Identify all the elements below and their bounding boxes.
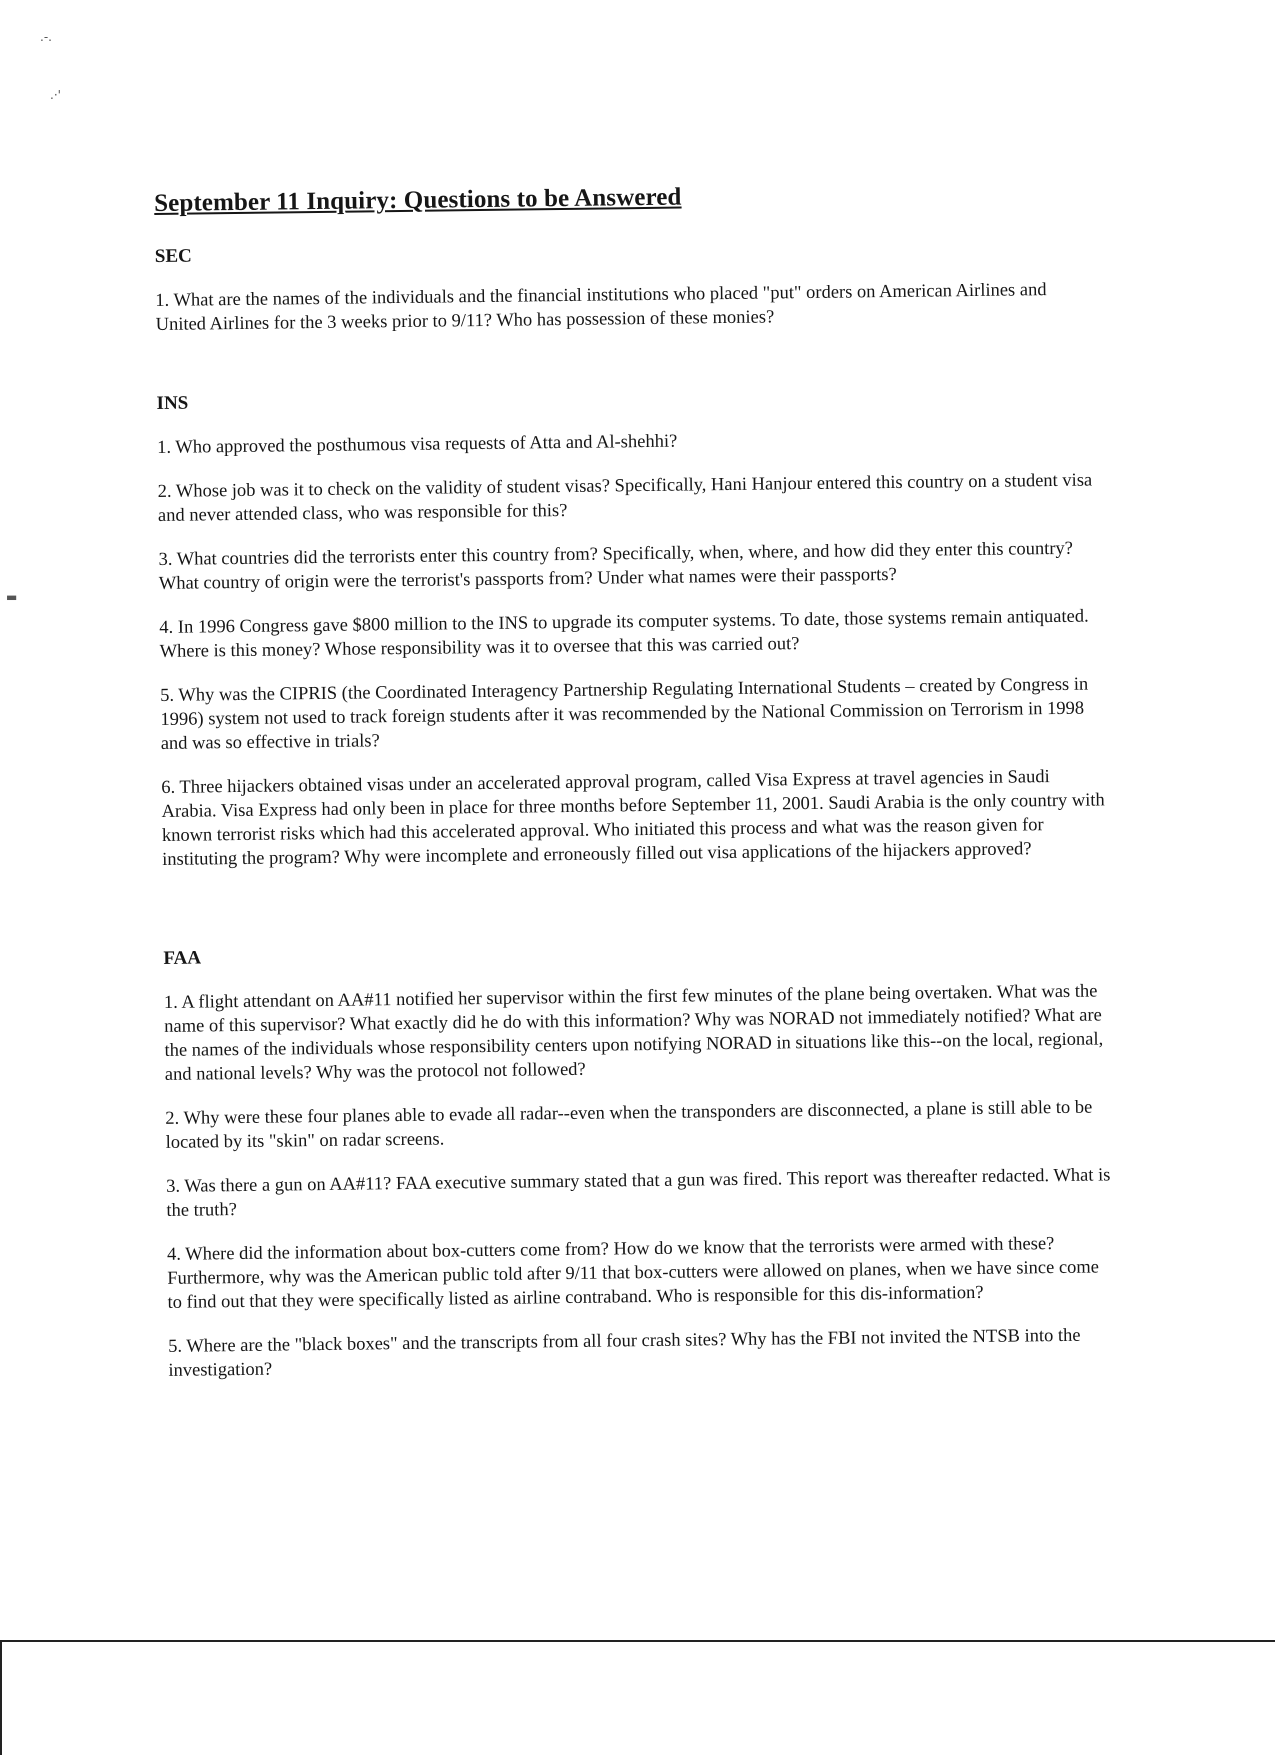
section-heading-faa: FAA [163, 947, 202, 969]
ins-question-2: 2. Whose job was it to check on the validity of student visas? Specifically, Hani Hanjour entered this country on a student visa and never attended class, who was responsible for this? [157, 470, 1093, 526]
faa-question-5: 5. Where are the "black boxes" and the transcripts from all four crash sites? Why has the FBI not invited the NTSB into the investigation? [168, 1325, 1081, 1381]
ins-question-4: 4. In 1996 Congress gave $800 million to the INS to upgrade its computer systems. To date, those systems remain antiquated. Where is this money? Whose responsibility was it to oversee that this was carried out? [159, 606, 1089, 662]
ins-question-1: 1. Who approved the posthumous visa requests of Atta and Al-shehhi? [157, 431, 678, 458]
section-heading-ins: INS [156, 392, 189, 414]
scan-border-line [0, 1640, 1275, 1642]
faa-question-4: 4. Where did the information about box-cutters come from? How do we know that the terrorists were armed with these? Furthermore, why was the American public told after 9/11 that box-cutters were allowed on planes, when we have since come to find out that they were specifically listed as airline contraband. Who is responsible for this dis-information? [166, 1234, 1100, 1313]
scan-speck: ▬ [6, 590, 18, 604]
faa-question-3: 3. Was there a gun on AA#11? FAA executive summary stated that a gun was fired. This report was thereafter redacted. What is the truth? [166, 1165, 1111, 1221]
section-faa [163, 936, 1113, 1383]
section-heading-sec: SEC [154, 245, 192, 267]
document-body [154, 178, 1114, 1402]
scan-speck: .-. [40, 30, 52, 44]
faa-question-2: 2. Why were these four planes able to evade all radar--even when the transponders are disconnected, a plane is still able to be located by its "skin" on radar screens. [165, 1097, 1093, 1153]
scan-border-edge [0, 1640, 2, 1755]
ins-question-6: 6. Three hijackers obtained visas under an accelerated approval program, called Visa Express at travel agencies in Saudi Arabia. Visa Express had only been in place for three months before September 11, 2001. Saudi Arabia is the only country with known terrorist risks which had this accelerated approval. Who initiated this process and what was the reason given for instituting the program? Why were incomplete and erroneously filled out visa applications of the hijackers approved? [161, 767, 1105, 870]
sec-question-1: 1. What are the names of the individuals and the financial institutions who placed "put" orders on American Airlines and United Airlines for the 3 weeks prior to 9/11? Who has possession of these monies? [155, 280, 1047, 335]
scan-speck: .·' [50, 88, 61, 102]
faa-question-1: 1. A flight attendant on AA#11 notified her supervisor within the first few minutes of the plane being overtaken. What was the name of this supervisor? What exactly did he do with this information? Why was NORAD not immediately notified? What are the names of the individuals whose responsibility centers upon notifying NORAD in situations like this--on the local, regional, and national levels? Why was the protocol not followed? [163, 981, 1104, 1085]
ins-question-3: 3. What countries did the terrorists enter this country from? Specifically, when, where, and how did they enter this country? What country of origin were the terrorist's passports from? Under what names were their passports? [158, 538, 1074, 594]
document-title: September 11 Inquiry: Questions to be Answered [154, 183, 682, 217]
ins-question-5: 5. Why was the CIPRIS (the Coordinated Interagency Partnership Regulating International Students – created by Congress in 1996) system not used to track foreign students after it was recommended by the National Commission on Terrorism in 1998 and was so effective in trials? [160, 674, 1089, 754]
section-ins [156, 381, 1107, 872]
section-sec [155, 234, 1101, 337]
